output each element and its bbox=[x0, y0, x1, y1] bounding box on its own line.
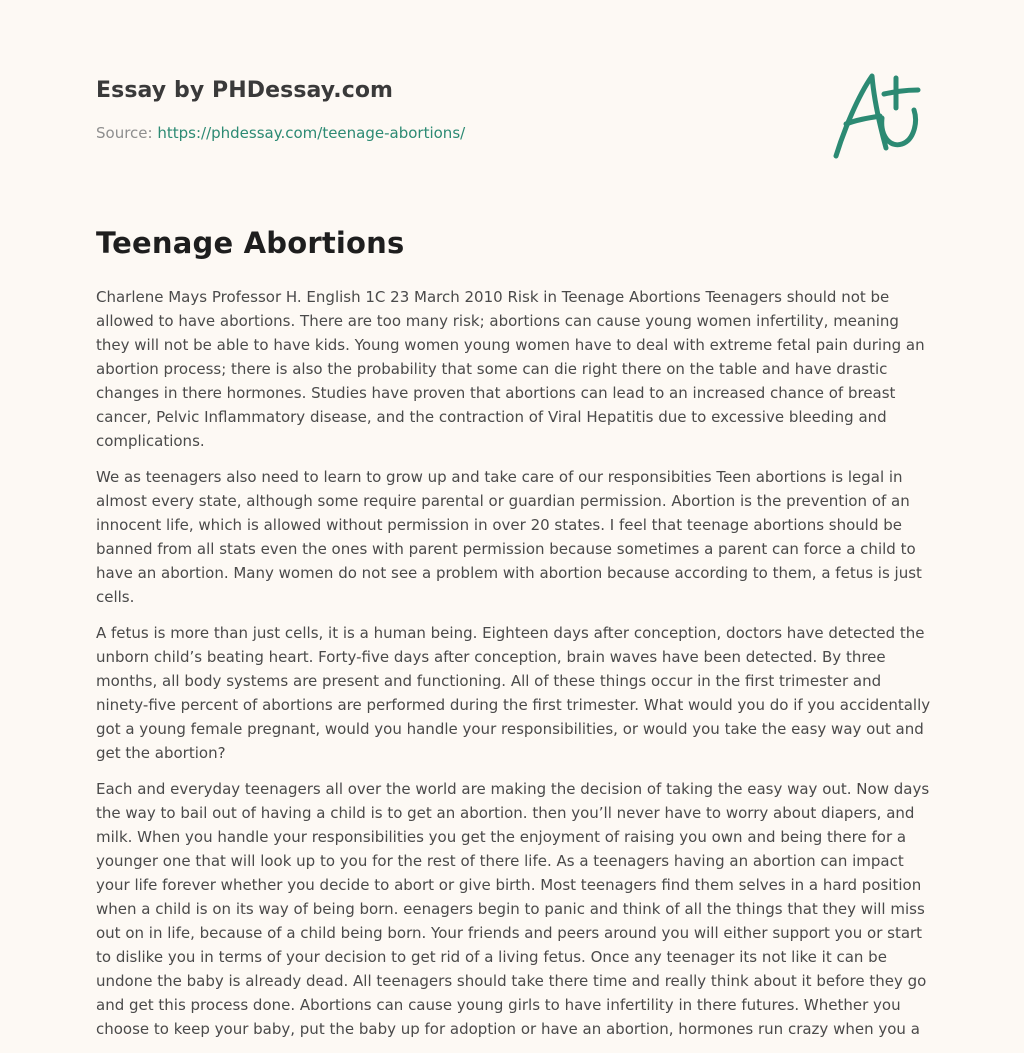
essay-paragraph: A fetus is more than just cells, it is a human being. Eighteen days after conception, doctors have detected the unborn child’s beating heart. Forty-five days after conception, brain waves have been detected. By three months, all body systems are present and functioning. All of these things occur in the first trimester and ninety-five percent of abortions are performed during the first trimester. What would you do if you accidentally got a young female pregnant, would you handle your responsibilities, or would you take the easy way out and get the abortion? bbox=[96, 624, 931, 762]
source-link[interactable]: https://phdessay.com/teenage-abortions/ bbox=[157, 124, 466, 142]
brand-title: Essay by PHDessay.com bbox=[96, 78, 394, 103]
essay-paragraph: Charlene Mays Professor H. English 1C 23 March 2010 Risk in Teenage Abortions Teenagers should not be allowed to have abortions. There are too many risk; abortions can cause young women infertility, meaning they will not be able to have kids. Young women young women have to deal with extreme fetal pain during an abortion process; there is also the probability that some can die right there on the table and have drastic changes in there hormones. Studies have proven that abortions can lead to an increased chance of breast cancer, Pelvic Inflammatory disease, and the contraction of Viral Hepatitis due to excessive bleeding and complications. bbox=[96, 288, 925, 450]
a-plus-logo-icon bbox=[822, 66, 932, 166]
page-header bbox=[96, 74, 932, 194]
source-line bbox=[96, 124, 465, 142]
essay-title: Teenage Abortions bbox=[96, 226, 405, 260]
source-label: Source: bbox=[96, 124, 153, 142]
essay-page bbox=[96, 0, 932, 1044]
essay-body bbox=[96, 285, 932, 1053]
essay-paragraph: We as teenagers also need to learn to grow up and take care of our responsibities Teen abortions is legal in almost every state, although some require parental or guardian permission. Abortion is the prevention of an innocent life, which is allowed without permission in over 20 states. I feel that teenage abortions should be banned from all stats even the ones with parent permission because sometimes a parent can force a child to have an abortion. Many women do not see a problem with abortion because according to them, a fetus is just cells. bbox=[96, 468, 922, 606]
essay-paragraph: Each and everyday teenagers all over the world are making the decision of taking the easy way out. Now days the way to bail out of having a child is to get an abortion. then you’ll never have to worry about diapers, and milk. When you handle your responsibilities you get the enjoyment of raising you own and being there for a younger one that will look up to you for the rest of there life. As a teenagers having an abortion can impact your life forever whether you decide to abort or give birth. Most teenagers find them selves in a hard position when a child is on its way of being born. eenagers begin to panic and think of all the things that they will miss out on in life, because of a child being born. Your friends and peers around you will either support you or start to dislike you in terms of your decision to get rid of a living fetus. Once any teenager its not like it can be undone the baby is already dead. All teenagers should take there time and really think about it before they go and get this process done. Abortions can cause young girls to have infertility in there futures. Whether you choose to keep your baby, put the baby up for adoption or have an abortion, hormones run crazy when you a bbox=[96, 780, 930, 1038]
